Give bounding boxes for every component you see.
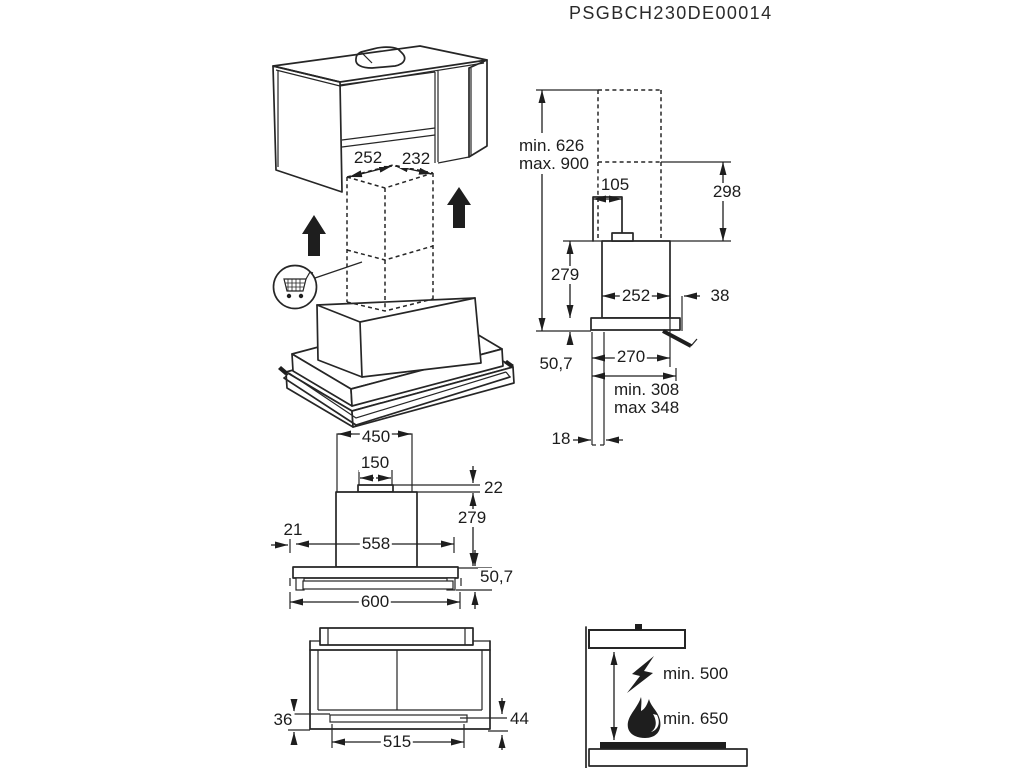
front-dim-279: 279 <box>457 508 487 527</box>
side-dim-height-max: max. 900 <box>519 154 589 173</box>
side-dim-18: 18 <box>551 429 571 448</box>
side-dim-252: 252 <box>621 286 651 305</box>
worktop-cutout <box>356 47 405 68</box>
clearance-electric-label: min. 500 <box>663 664 729 683</box>
flame-icon <box>628 697 661 738</box>
cabinet-isometric <box>273 46 487 192</box>
clearance-gas-label: min. 650 <box>663 709 729 728</box>
lightning-bolt-icon <box>627 656 654 693</box>
side-dim-depth-max: max 348 <box>614 398 680 417</box>
bottom-dim-44: 44 <box>510 709 529 728</box>
side-dim-depth-range <box>612 381 681 417</box>
clearance-diagram <box>586 624 747 768</box>
front-dim-22: 22 <box>484 478 503 497</box>
up-arrow-right-icon <box>447 187 471 228</box>
up-arrow-left-icon <box>302 215 326 256</box>
front-dim-21: 21 <box>283 520 303 539</box>
bottom-dim-515: 515 <box>382 732 412 751</box>
side-dim-270: 270 <box>616 347 646 366</box>
side-dim-50-7: 50,7 <box>539 354 573 373</box>
front-dim-450: 450 <box>361 427 391 446</box>
damper-flap <box>663 331 691 346</box>
side-dim-depth-min: min. 308 <box>614 380 680 399</box>
side-dim-height-min: min. 626 <box>519 136 585 155</box>
duct-dashed-outline <box>347 165 433 311</box>
side-dim-105: 105 <box>600 175 630 194</box>
hood-isometric <box>278 298 514 427</box>
side-dim-298: 298 <box>712 182 742 201</box>
bottom-dim-36: 36 <box>273 710 293 729</box>
side-dim-38: 38 <box>710 286 730 305</box>
counter <box>589 749 747 766</box>
cart-badge <box>274 262 363 309</box>
front-dim-558: 558 <box>361 534 391 553</box>
side-dim-height-range <box>517 137 591 173</box>
front-dim-150: 150 <box>360 453 390 472</box>
front-dim-50-7: 50,7 <box>480 567 514 586</box>
iso-dim-252: 252 <box>353 148 383 167</box>
cooktop-surface <box>600 742 726 749</box>
iso-dim-232: 232 <box>401 149 431 168</box>
side-dim-279: 279 <box>550 265 580 284</box>
front-dim-600: 600 <box>360 592 390 611</box>
part-number: PSGBCH230DE00014 <box>569 3 773 23</box>
hood-bar <box>589 630 685 648</box>
